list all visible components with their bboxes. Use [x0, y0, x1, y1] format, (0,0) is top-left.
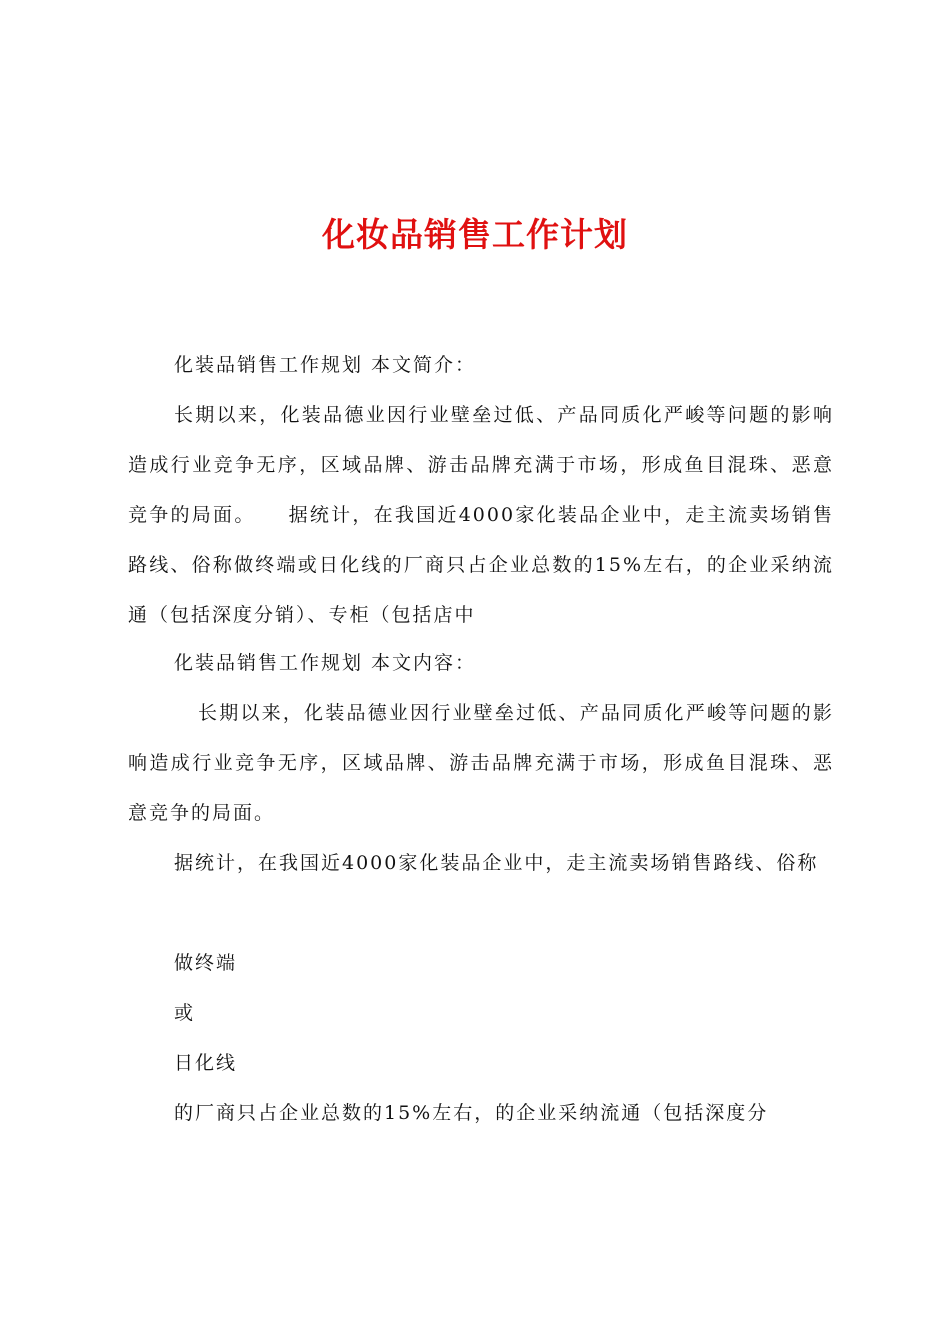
- line-rihuaxian: 日化线: [174, 1052, 238, 1074]
- intro-heading: 化装品销售工作规划 本文简介：: [174, 354, 477, 376]
- line-zuozhongduan: 做终端: [174, 952, 238, 974]
- content-paragraph-3: 的厂商只占企业总数的15%左右，的企业采纳流通（包括深度分: [174, 1102, 769, 1124]
- line-huo: 或: [174, 1002, 196, 1024]
- content-paragraph-1: 长期以来，化装品德业因行业壁垒过低、产品同质化严峻等问题的影响造成行业竞争无序，区域品牌、游击品牌充满于市场，形成鱼目混珠、恶意竞争的局面。: [128, 702, 834, 824]
- content-heading: 化装品销售工作规划 本文内容：: [174, 652, 477, 674]
- intro-paragraph: 长期以来，化装品德业因行业壁垒过低、产品同质化严峻等问题的影响造成行业竞争无序，区域品牌、游击品牌充满于市场，形成鱼目混珠、恶意竞争的局面。 据统计，在我国近4000家化装品企业中，走主流卖场销售路线、俗称做终端或日化线的厂商只占企业总数的15%左右，的企业采纳流通（包括深度分销）、专柜（包括店中: [128, 404, 834, 626]
- document-title: 化妆品销售工作计划: [322, 215, 628, 254]
- content-paragraph-2: 据统计，在我国近4000家化装品企业中，走主流卖场销售路线、俗称: [174, 852, 819, 874]
